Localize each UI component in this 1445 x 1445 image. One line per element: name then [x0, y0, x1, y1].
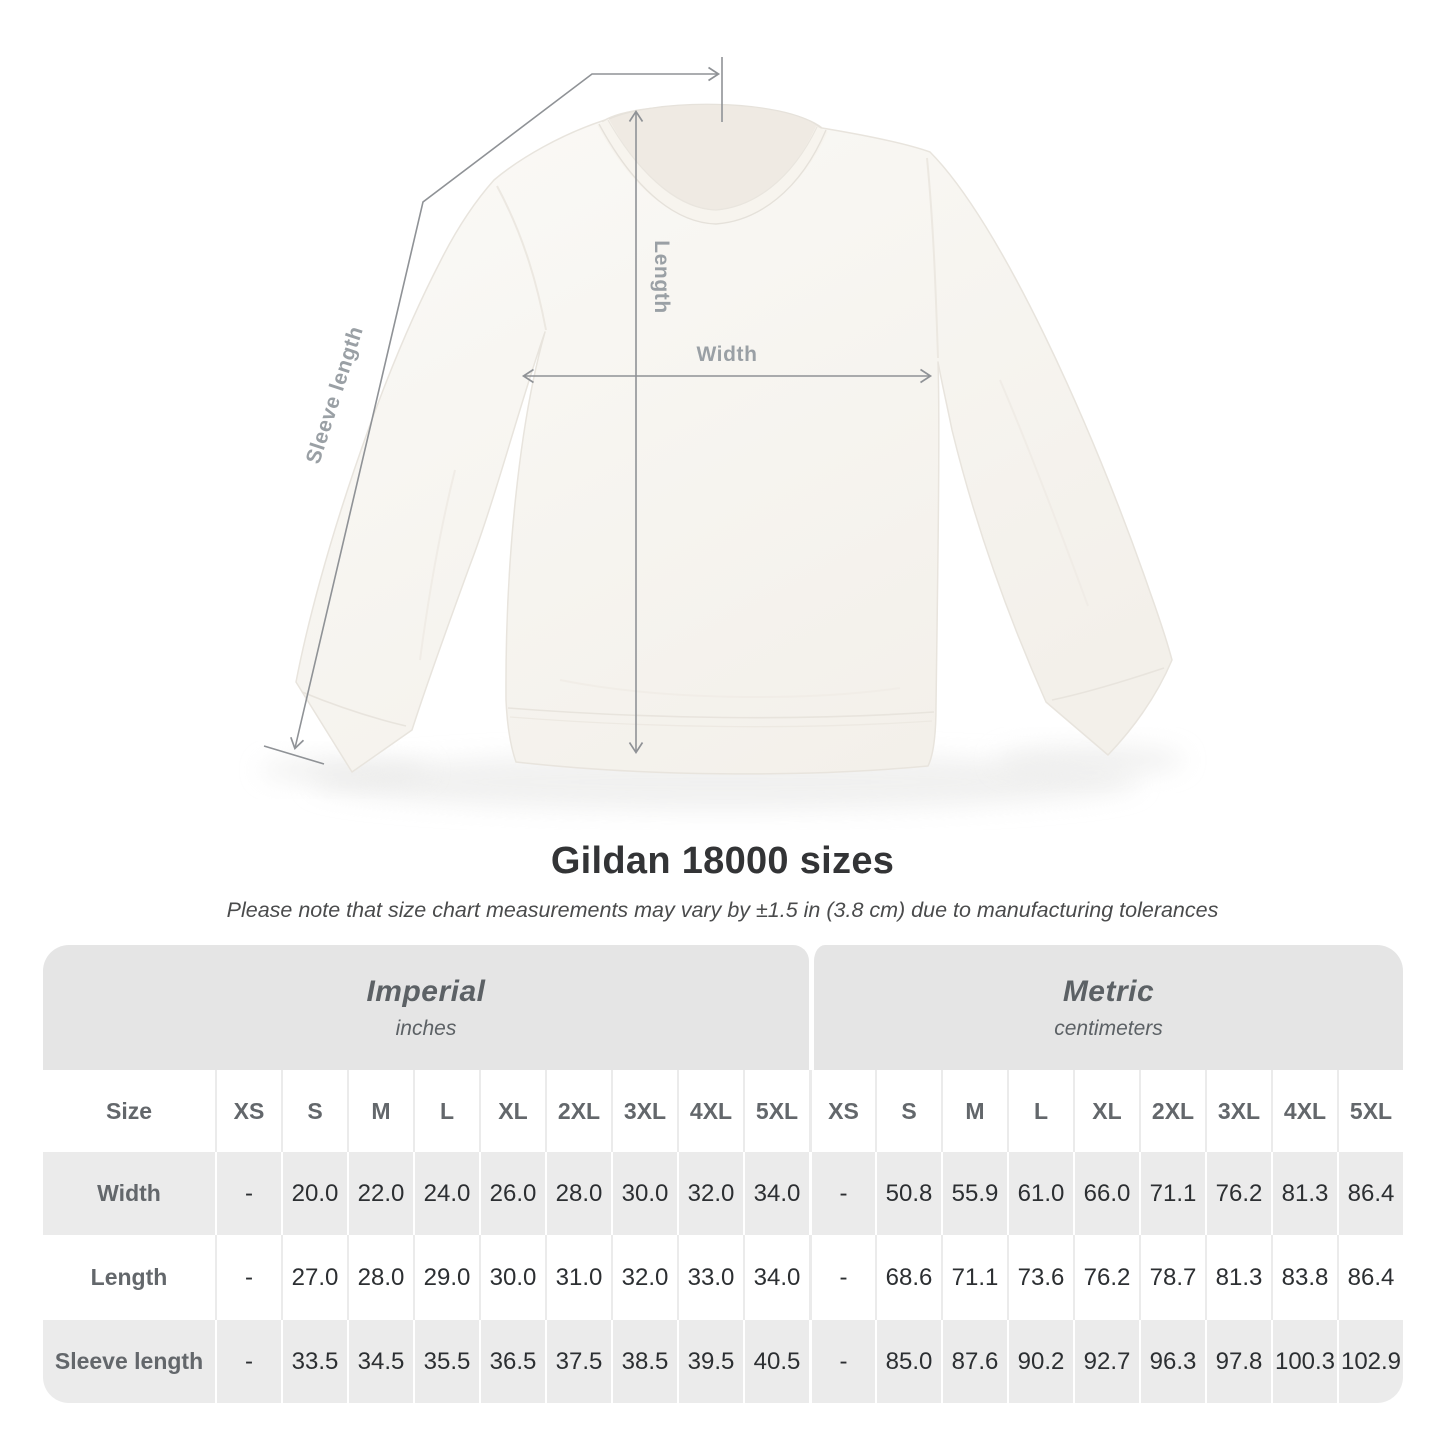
value-cell: 81.3: [1205, 1235, 1271, 1320]
value-cell: 33.0: [677, 1235, 743, 1320]
value-cell: 38.5: [611, 1320, 677, 1403]
value-cell: 39.5: [677, 1320, 743, 1403]
size-col-header: 2XL: [1139, 1070, 1205, 1152]
value-cell: 97.8: [1205, 1320, 1271, 1403]
value-cell: 30.0: [479, 1235, 545, 1320]
size-col-header: 4XL: [1271, 1070, 1337, 1152]
value-cell: 36.5: [479, 1320, 545, 1403]
size-col-header: XS: [809, 1070, 875, 1152]
title-block: [0, 840, 1445, 923]
size-col-header: S: [875, 1070, 941, 1152]
value-cell: 22.0: [347, 1152, 413, 1235]
value-cell: -: [215, 1152, 281, 1235]
size-col-header: 3XL: [611, 1070, 677, 1152]
value-cell: 31.0: [545, 1235, 611, 1320]
value-cell: -: [809, 1152, 875, 1235]
value-cell: 83.8: [1271, 1235, 1337, 1320]
size-col-header: XL: [479, 1070, 545, 1152]
value-cell: 76.2: [1073, 1235, 1139, 1320]
value-cell: 71.1: [1139, 1152, 1205, 1235]
value-cell: 78.7: [1139, 1235, 1205, 1320]
row-label: Width: [43, 1152, 215, 1235]
value-cell: 73.6: [1007, 1235, 1073, 1320]
page-title: Gildan 18000 sizes: [550, 840, 895, 882]
value-cell: 35.5: [413, 1320, 479, 1403]
value-cell: 32.0: [611, 1235, 677, 1320]
value-cell: 28.0: [347, 1235, 413, 1320]
value-cell: 68.6: [875, 1235, 941, 1320]
size-col-header: M: [941, 1070, 1007, 1152]
value-cell: 26.0: [479, 1152, 545, 1235]
value-cell: 33.5: [281, 1320, 347, 1403]
size-row-label: Size: [105, 1097, 153, 1124]
value-cell: 71.1: [941, 1235, 1007, 1320]
length-label: Length: [650, 240, 673, 314]
value-cell: 102.9: [1337, 1320, 1403, 1403]
value-cell: 32.0: [677, 1152, 743, 1235]
value-cell: 66.0: [1073, 1152, 1139, 1235]
size-col-header: L: [413, 1070, 479, 1152]
size-col-header: 4XL: [677, 1070, 743, 1152]
value-cell: 96.3: [1139, 1320, 1205, 1403]
value-cell: 24.0: [413, 1152, 479, 1235]
size-col-header: M: [347, 1070, 413, 1152]
tolerance-note: Please note that size chart measurements may vary by ±1.5 in (3.8 cm) due to manufacturing tolerances: [226, 898, 1219, 922]
value-cell: 86.4: [1337, 1152, 1403, 1235]
size-col-header: XL: [1073, 1070, 1139, 1152]
size-col-header: 5XL: [743, 1070, 809, 1152]
value-cell: -: [215, 1320, 281, 1403]
value-cell: 40.5: [743, 1320, 809, 1403]
value-cell: 92.7: [1073, 1320, 1139, 1403]
size-table: [43, 945, 1403, 1403]
value-cell: 87.6: [941, 1320, 1007, 1403]
value-cell: 85.0: [875, 1320, 941, 1403]
value-cell: 28.0: [545, 1152, 611, 1235]
size-col-header: 3XL: [1205, 1070, 1271, 1152]
value-cell: 27.0: [281, 1235, 347, 1320]
metric-title: Metric: [1062, 974, 1155, 1008]
value-cell: 86.4: [1337, 1235, 1403, 1320]
sweatshirt-illustration: [296, 104, 1172, 774]
width-label: Width: [696, 343, 758, 366]
value-cell: 20.0: [281, 1152, 347, 1235]
value-cell: 34.5: [347, 1320, 413, 1403]
value-cell: 34.0: [743, 1152, 809, 1235]
value-cell: -: [215, 1235, 281, 1320]
size-col-header: 5XL: [1337, 1070, 1403, 1152]
metric-unit: centimeters: [1054, 1016, 1163, 1040]
value-cell: 55.9: [941, 1152, 1007, 1235]
value-cell: 37.5: [545, 1320, 611, 1403]
value-cell: 29.0: [413, 1235, 479, 1320]
imperial-header: [43, 945, 809, 1070]
value-cell: 34.0: [743, 1235, 809, 1320]
value-cell: -: [809, 1235, 875, 1320]
value-cell: 76.2: [1205, 1152, 1271, 1235]
row-label: Length: [90, 1264, 168, 1290]
imperial-title: Imperial: [366, 974, 486, 1008]
size-col-header: L: [1007, 1070, 1073, 1152]
size-col-header: XS: [215, 1070, 281, 1152]
value-cell: 30.0: [611, 1152, 677, 1235]
value-cell: 90.2: [1007, 1320, 1073, 1403]
value-cell: -: [809, 1320, 875, 1403]
metric-header: [809, 945, 1403, 1070]
value-cell: 100.3: [1271, 1320, 1337, 1403]
value-cell: 81.3: [1271, 1152, 1337, 1235]
size-col-header: 2XL: [545, 1070, 611, 1152]
row-label: Sleeve length: [43, 1320, 215, 1403]
sleeve-length-label: Sleeve length: [301, 323, 368, 467]
value-cell: 61.0: [1007, 1152, 1073, 1235]
size-col-header: S: [281, 1070, 347, 1152]
imperial-unit: inches: [395, 1016, 457, 1040]
value-cell: 50.8: [875, 1152, 941, 1235]
